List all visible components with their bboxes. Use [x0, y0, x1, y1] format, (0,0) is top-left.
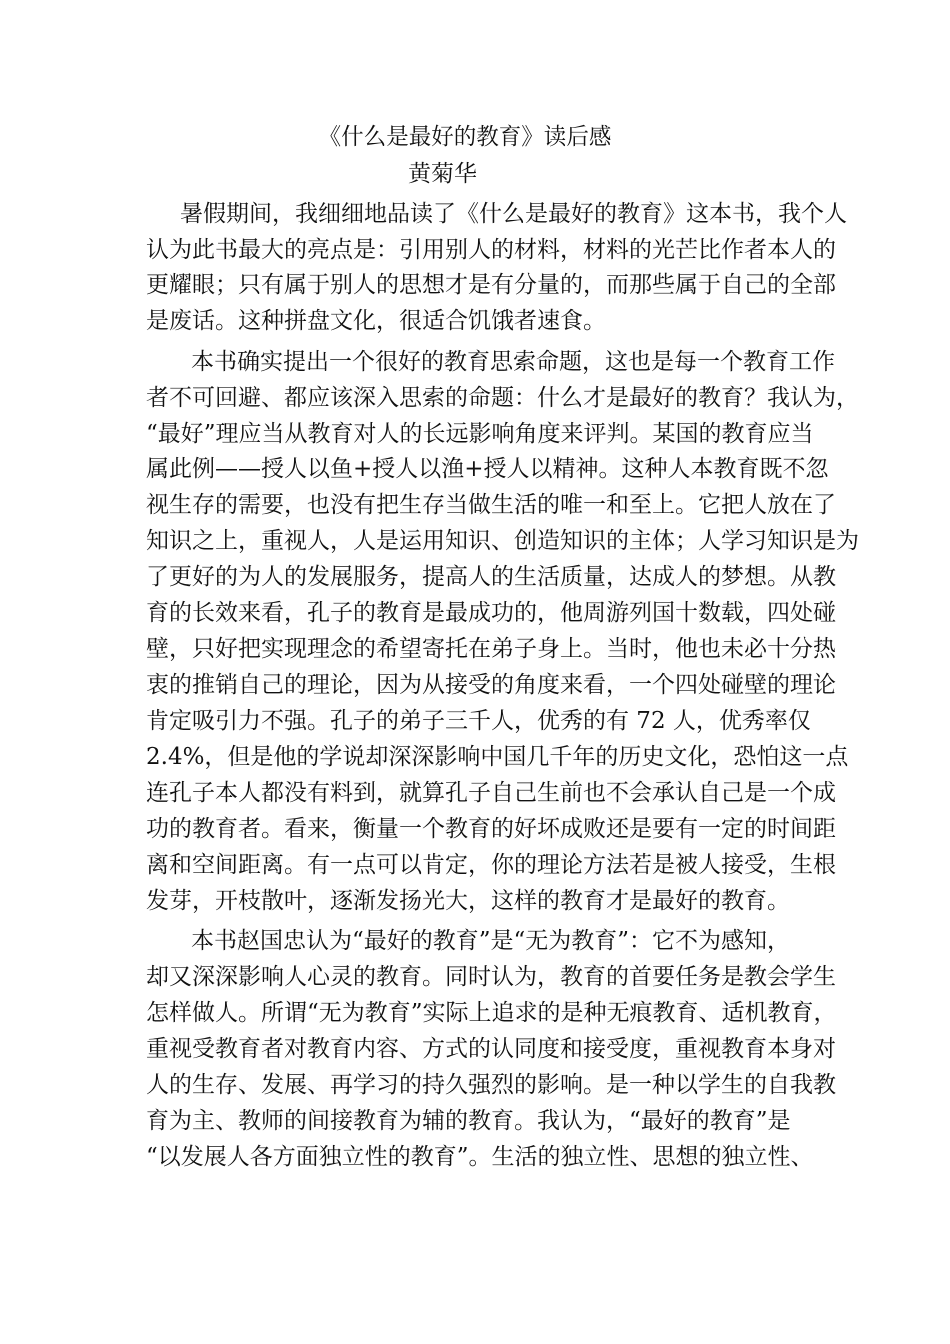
document-author: 黄菊华: [408, 161, 477, 187]
paragraph-line: 衷的推销自己的理论，因为从接受的角度来看，一个四处碰壁的理论: [146, 672, 836, 698]
paragraph-line: 人的生存、发展、再学习的持久强烈的影响。是一种以学生的自我教: [146, 1072, 836, 1098]
paragraph-line: 肯定吸引力不强。孔子的弟子三千人，优秀的有 72 人，优秀率仅: [146, 708, 811, 734]
paragraph-line: 了更好的为人的发展服务，提高人的生活质量，达成人的梦想。从教: [146, 564, 836, 590]
paragraph-line: 育为主、教师的间接教育为辅的教育。我认为，“最好的教育”是: [146, 1108, 791, 1134]
paragraph-line: 知识之上，重视人，人是运用知识、创造知识的主体；人学习知识是为: [146, 528, 859, 554]
paragraph-line: 发芽，开枝散叶，逐渐发扬光大，这样的教育才是最好的教育。: [146, 888, 790, 914]
paragraph-line: 属此例——授人以鱼+授人以渔+授人以精神。这种人本教育既不忽: [146, 456, 829, 482]
paragraph-line: 是废话。这种拼盘文化，很适合饥饿者速食。: [146, 308, 606, 334]
paragraph-line: 却又深深影响人心灵的教育。同时认为，教育的首要任务是教会学生: [146, 964, 836, 990]
paragraph-line: 怎样做人。所谓“无为教育”实际上追求的是种无痕教育、适机教育，: [146, 1000, 837, 1026]
paragraph-line: 本书确实提出一个很好的教育思索命题，这也是每一个教育工作: [191, 349, 835, 375]
paragraph-line: 者不可回避、都应该深入思索的命题：什么才是最好的教育？我认为，: [146, 385, 859, 411]
document-title: 《什么是最好的教育》读后感: [318, 124, 612, 150]
paragraph-line: 本书赵国忠认为“最好的教育”是“无为教育”：它不为感知，: [191, 928, 791, 954]
paragraph-line: 2.4%，但是他的学说却深深影响中国几千年的历史文化，恐怕这一点: [146, 744, 849, 770]
paragraph-line: 重视受教育者对教育内容、方式的认同度和接受度，重视教育本身对: [146, 1036, 836, 1062]
paragraph-line: 视生存的需要，也没有把生存当做生活的唯一和至上。它把人放在了: [146, 492, 836, 518]
paragraph-line: “最好”理应当从教育对人的长远影响角度来评判。某国的教育应当: [146, 421, 814, 447]
paragraph-line: “以发展人各方面独立性的教育”。生活的独立性、思想的独立性、: [146, 1144, 814, 1170]
paragraph-line: 离和空间距离。有一点可以肯定，你的理论方法若是被人接受，生根: [146, 852, 836, 878]
paragraph-line: 壁，只好把实现理念的希望寄托在弟子身上。当时，他也未必十分热: [146, 636, 836, 662]
paragraph-line: 育的长效来看，孔子的教育是最成功的，他周游列国十数载，四处碰: [146, 600, 836, 626]
paragraph-line: 暑假期间，我细细地品读了《什么是最好的教育》这本书，我个人: [180, 201, 847, 227]
paragraph-line: 认为此书最大的亮点是：引用别人的材料，材料的光芒比作者本人的: [146, 237, 836, 263]
paragraph-line: 功的教育者。看来，衡量一个教育的好坏成败还是要有一定的时间距: [146, 816, 836, 842]
paragraph-line: 连孔子本人都没有料到，就算孔子自己生前也不会承认自己是一个成: [146, 780, 836, 806]
paragraph-line: 更耀眼；只有属于别人的思想才是有分量的，而那些属于自己的全部: [146, 272, 836, 298]
